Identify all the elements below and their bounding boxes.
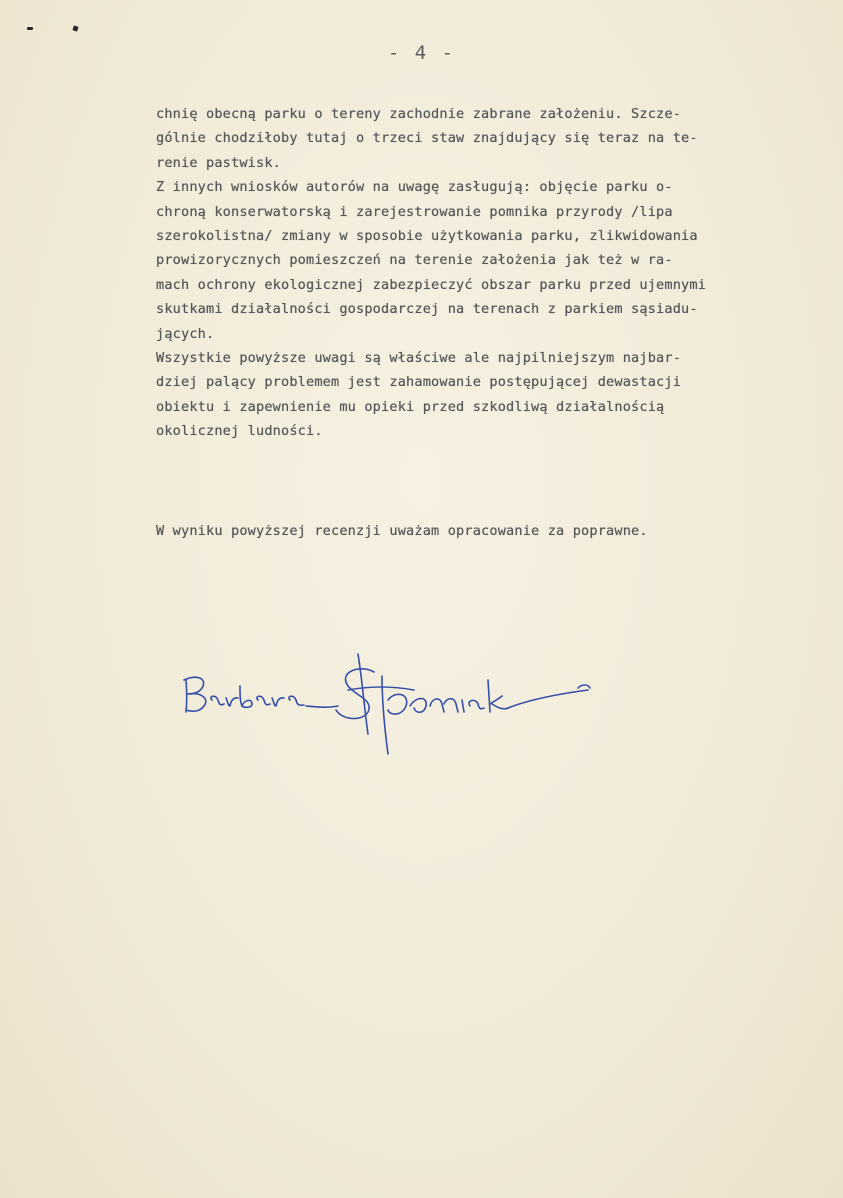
body-line: okolicznej ludności. [156, 423, 323, 440]
body-line: chroną konserwatorską i zarejestrowanie pomnika przyrody /lipa [156, 203, 673, 220]
body-line: prowizorycznych pomieszczeń na terenie założenia jak też w ra- [156, 252, 673, 269]
body-line: dziej palący problemem jest zahamowanie postępującej dewastacji [156, 374, 682, 391]
body-line: Z innych wniosków autorów na uwagę zasługują: objęcie parku o- [156, 179, 673, 196]
body-line: renie pastwisk. [156, 154, 282, 171]
body-line: mach ochrony ekologicznej zabezpieczyć obszar parku przed ujemnymi [156, 276, 707, 293]
body-line: gólnie chodziłoby tutaj o trzeci staw znajdujący się teraz na te- [156, 130, 698, 147]
body-line: szerokolistna/ zmiany w sposobie użytkowania parku, zlikwidowania [156, 227, 698, 244]
body-line: obiektu i zapewnienie mu opieki przed szkodliwą działalnością [156, 398, 665, 415]
body-line: chnię obecną parku o tereny zachodnie zabrane założeniu. Szcze- [156, 106, 682, 122]
body-line: skutkami działalności gospodarczej na terenach z parkiem sąsiadu- [156, 301, 698, 318]
scan-mark-right [72, 25, 78, 31]
page-number: - 4 - [387, 42, 456, 64]
review-conclusion: W wyniku powyższej recenzji uważam opracowanie za poprawne. [156, 523, 648, 539]
review-body [156, 102, 836, 443]
body-line: jących. [156, 325, 215, 342]
handwritten-signature [178, 650, 628, 770]
body-line: Wszystkie powyższe uwagi są właściwe ale najpilniejszym najbar- [156, 349, 682, 366]
scan-mark-left [27, 27, 33, 30]
